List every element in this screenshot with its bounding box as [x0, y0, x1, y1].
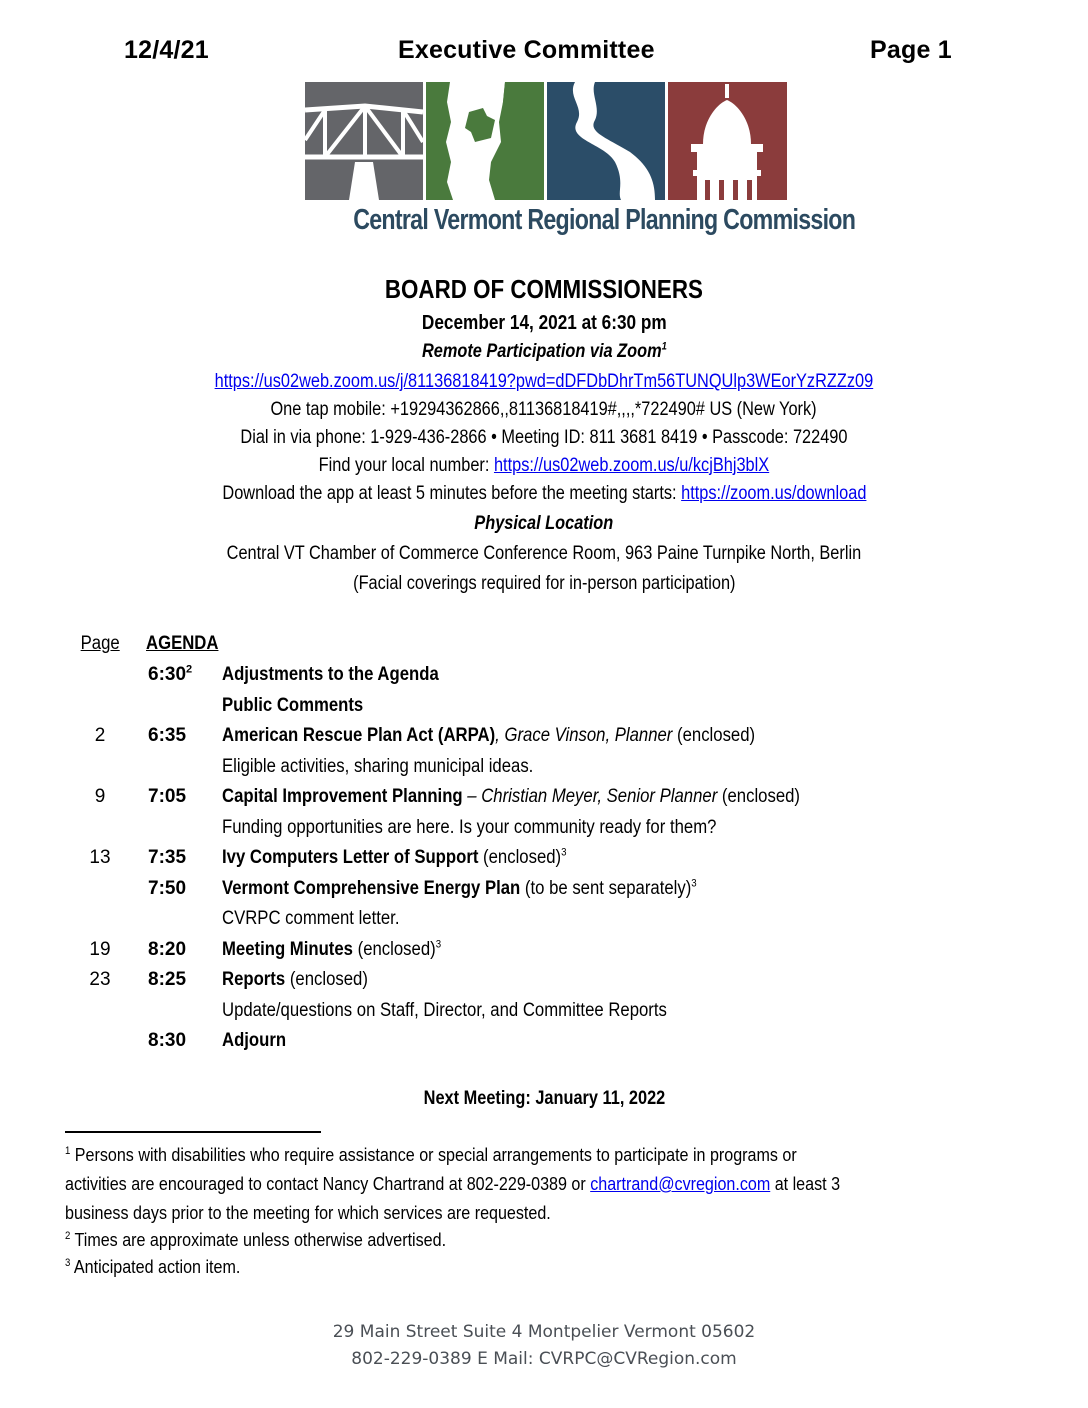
agenda-item-presenter: – Christian Meyer, Senior Planner [462, 786, 718, 807]
agenda-item [222, 725, 755, 747]
agenda-time: 7:05 [148, 786, 187, 807]
agenda-item-description: Eligible activities, sharing municipal ideas. [222, 755, 534, 777]
agenda-time: 7:50 [148, 877, 187, 899]
local-number-row: Find your local number: https://us02web.zoom.us/u/kcjBhj3blX [318, 455, 770, 476]
agenda-time: 8:30 [148, 1030, 187, 1051]
agenda-time: 6:35 [148, 725, 187, 746]
header-date: 12/4/21 [124, 36, 209, 64]
footnote-1-line-2: activities are encouraged to contact Nancy Chartrand at 802-229-0389 or chartrand@cvregion.com at least 3 [65, 1173, 841, 1194]
agenda-item [222, 695, 363, 717]
agenda-item-note: (enclosed) [352, 938, 436, 960]
agenda-header-row [0, 633, 1088, 663]
footnote-ref: 3 [691, 877, 697, 890]
download-link[interactable]: https://zoom.us/download [680, 483, 867, 504]
agenda-time: 8:20 [148, 938, 187, 960]
agenda-item [222, 1030, 286, 1052]
vermont-map-icon [426, 82, 544, 200]
agenda-page-number: 23 [89, 969, 111, 990]
dial-in-info: Dial in via phone: 1-929-436-2866 • Meeting ID: 811 3681 8419 • Passcode: 722490 [240, 427, 848, 448]
agenda-row [0, 969, 1088, 999]
agenda-row [0, 939, 1088, 969]
agenda-row [0, 817, 1088, 847]
agenda-item-note: (to be sent separately) [520, 877, 692, 899]
agenda-row [0, 786, 1088, 816]
agenda-page-number: 2 [94, 725, 106, 746]
agenda-item-description: Funding opportunities are here. Is your community ready for them? [222, 816, 717, 838]
facial-covering-note: (Facial coverings required for in-person participation) [352, 573, 736, 594]
page-column-header: Page [80, 633, 120, 654]
agenda-item [222, 786, 800, 808]
one-tap-mobile: One tap mobile: +19294362866,,81136818419#,,,,*722490# US (New York) [270, 399, 818, 420]
river-icon [547, 82, 665, 200]
agenda-item-title: Vermont Comprehensive Energy Plan [222, 877, 521, 899]
agenda-item [222, 664, 439, 686]
agenda-item-title: Reports [222, 969, 286, 990]
footer-contact: 802-229-0389 E Mail: CVRPC@CVRegion.com [351, 1349, 737, 1369]
agenda-item [222, 969, 368, 991]
agenda-item-title: American Rescue Plan Act (ARPA) [222, 725, 496, 746]
agenda-item-title: Meeting Minutes [222, 938, 353, 960]
agenda-row [0, 847, 1088, 877]
zoom-meeting-link-row [0, 371, 1088, 393]
footnote-3: $^3$ Anticipated action item. [65, 1256, 241, 1277]
local-number-link[interactable]: https://us02web.zoom.us/u/kcjBhj3blX [494, 455, 770, 476]
agenda-page-number: 9 [94, 786, 106, 807]
agenda-time: 7:35 [148, 847, 187, 868]
agenda-item [222, 847, 567, 869]
agenda-item-presenter: , Grace Vinson, Planner [495, 725, 673, 746]
agenda-row [0, 725, 1088, 755]
header-committee: Executive Committee [398, 36, 655, 64]
header-page-number: Page 1 [870, 36, 952, 64]
footnote-ref: 3 [435, 938, 442, 951]
agenda-item-title: Ivy Computers Letter of Support [222, 847, 479, 868]
agenda-row [0, 695, 1088, 725]
footer-address: 29 Main Street Suite 4 Montpelier Vermont 05602 [332, 1322, 756, 1342]
agenda-item-note: (enclosed) [672, 725, 756, 746]
footnote-1-line-3: business days prior to the meeting for which services are requested. [65, 1202, 551, 1223]
download-row: Download the app at least 5 minutes before the meeting starts: https://zoom.us/download [221, 483, 867, 504]
agenda-item-title: Public Comments [222, 694, 364, 716]
agenda-time: 8:25 [148, 969, 187, 990]
agenda-row [0, 1030, 1088, 1060]
remote-participation-label: Remote Participation via Zoom$^1$ [421, 340, 667, 362]
meeting-datetime: December 14, 2021 at 6:30 pm [421, 312, 667, 334]
agenda-row [0, 664, 1088, 694]
agenda-item [222, 939, 441, 961]
agenda-item-description: CVRPC comment letter. [222, 908, 400, 929]
chartrand-email-link[interactable]: chartrand@cvregion.com [590, 1173, 771, 1194]
agenda-row [0, 1000, 1088, 1030]
footnote-divider [65, 1131, 321, 1133]
agenda-item-note: (enclosed) [478, 847, 562, 868]
agenda-heading: AGENDA [146, 633, 219, 654]
bridge-icon [305, 82, 423, 200]
capitol-dome-icon [668, 82, 787, 200]
agenda-item-description: Update/questions on Staff, Director, and Committee Reports [222, 999, 667, 1021]
agenda-item-title: Capital Improvement Planning [222, 786, 463, 807]
footnote-1-line-1: $^1$ Persons with disabilities who require assistance or special arrangements to participate in programs or [65, 1144, 797, 1165]
agenda-item [222, 878, 697, 900]
agenda-row [0, 908, 1088, 938]
agenda-page-number: 19 [89, 938, 111, 960]
cvrpc-logo [305, 82, 787, 200]
agenda-page-number: 13 [89, 847, 111, 868]
agenda-time: $6:30^2$ [148, 663, 193, 685]
physical-address: Central VT Chamber of Commerce Conference Room, 963 Paine Turnpike North, Berlin [226, 543, 862, 564]
physical-location-label: Physical Location [474, 513, 614, 534]
next-meeting: Next Meeting: January 11, 2022 [423, 1088, 665, 1109]
agenda-row [0, 878, 1088, 908]
agenda-item-title: Adjourn [222, 1030, 287, 1051]
agenda-item-note: (enclosed) [285, 969, 368, 990]
logo-text: Central Vermont Regional Planning Commission [353, 204, 856, 236]
footnote-ref: 3 [561, 846, 567, 859]
zoom-meeting-link[interactable]: https://us02web.zoom.us/j/81136818419?pwd=dDFDbDhrTm56TUNQUlp3WEorYzRZZz09 [214, 371, 874, 392]
meeting-title: BOARD OF COMMISSIONERS [384, 274, 704, 304]
agenda-item-title: Adjustments to the Agenda [222, 664, 439, 685]
agenda-item-note: (enclosed) [717, 786, 800, 807]
agenda-row [0, 756, 1088, 786]
footnote-2: $^2$ Times are approximate unless otherwise advertised. [65, 1229, 447, 1250]
